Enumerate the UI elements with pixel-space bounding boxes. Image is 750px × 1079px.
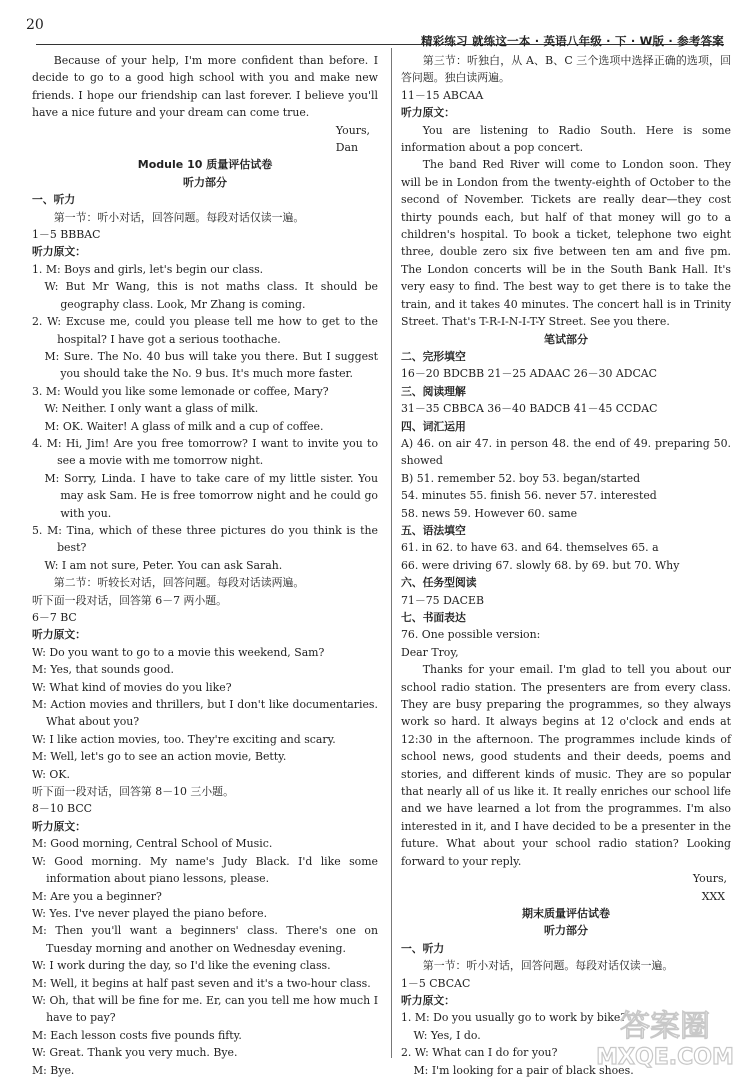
dialogue-line: M: Yes, that sounds good. (32, 663, 174, 677)
dialogue-line: W: Great. Thank you very much. Bye. (32, 1046, 238, 1060)
dialogue-line: W: Good morning. My name's Judy Black. I'd like some information about piano lessons, please. (32, 854, 378, 886)
final-exam-title: 期末质量评估试卷 (522, 906, 610, 920)
dialogue-line: 5. M: Tina, which of these three pictures do you think is the best? (32, 523, 378, 555)
dialogue-line: M: Action movies and thrillers, but I don't like documentaries. What about you? (32, 698, 378, 729)
column-divider (391, 48, 392, 1058)
header-title: 精彩练习 就练这一本 · 英语八年级 · 下 · W版 · 参考答案 (421, 34, 724, 48)
dialogue-line: W: I work during the day, so I'd like the evening class. (32, 959, 331, 973)
answers-8-10: 8－10 BCC (32, 802, 93, 816)
monologue-paragraph: You are listening to Radio South. Here is some information about a pop concert. (401, 123, 731, 155)
essay-signer: XXX (701, 889, 725, 903)
final-section-listening: 一、听力 (401, 941, 445, 955)
dialogue-line: M: Are you a beginner? (32, 889, 162, 903)
dialogue-line: M: Well, it begins at half past seven and it's a two-hour class. (32, 976, 371, 990)
cloze-answers: 16－20 BDCBB 21－25 ADAAC 26－30 ADCAC (401, 367, 657, 381)
writing-version-label: 76. One possible version: (401, 628, 541, 642)
final-listening-part-heading: 听力部分 (544, 924, 588, 938)
listening-part-heading: 听力部分 (183, 175, 227, 189)
section-reading: 三、阅读理解 (401, 384, 466, 398)
dialogue-line: 2. W: What can I do for you? (401, 1046, 558, 1060)
essay-body: Thanks for your email. I'm glad to tell you about our school radio station. The presenters are from every class. They are busy preparing the programmes, so they always work so hard. It always begins at 12 o'clock and ends at 12:30 in the afternoon. The programmes include kinds of school news, good students and their deeds, poems and stories, and different kinds of music. They are so popular that nearly all of us like it. It really enriches our school life and we have learned a lot from the programmes. I'm also interested in it, and I have decided to be a presenter in the future. What about your school radio station? Looking forward to your reply. (401, 663, 731, 868)
answers-6-7: 6－7 BC (32, 611, 77, 624)
dialogue-line: 1. M: Boys and girls, let's begin our class. (32, 262, 264, 276)
questions-8-10-intro: 听下面一段对话，回答第 8－10 三小题。 (32, 785, 234, 799)
section-vocabulary: 四、词汇运用 (401, 419, 466, 433)
dialogue-line: W: Yes, I do. (413, 1028, 481, 1042)
dialogue-line: W: I am not sure, Peter. You can ask Sarah. (44, 558, 283, 572)
watermark-url: MXQE.COM (596, 1045, 734, 1070)
dialogue-line: 2. W: Excuse me, could you please tell me how to get to the hospital? I have got a serious toothache. (32, 315, 378, 346)
vocabulary-answers-a: A) 46. on air 47. in person 48. the end of 49. preparing 50. showed (401, 436, 731, 468)
dialogue-line: 1. M: Do you usually go to work by bike? (401, 1011, 627, 1025)
transcript-label: 听力原文： (401, 106, 455, 120)
dialogue-line: W: I like action movies, too. They're exciting and scary. (32, 732, 336, 746)
dialogue-line: M: Then you'll want a beginners' class. There's one on Tuesday morning and another on Wednesday evening. (32, 924, 378, 955)
written-part-heading: 笔试部分 (544, 332, 588, 346)
answers-11-15: 11－15 ABCAA (401, 88, 484, 102)
watermark-logo (590, 1002, 740, 1072)
dialogue-line: W: But Mr Wang, this is not maths class. It should be geography class. Look, Mr Zhang is coming. (44, 280, 378, 311)
dialogue-line: M: Good morning, Central School of Music. (32, 837, 273, 851)
transcript-label: 听力原文： (32, 245, 86, 259)
vocabulary-answers-b: 54. minutes 55. finish 56. never 57. interested (401, 489, 657, 503)
right-column (401, 52, 731, 1079)
final-answers-1-5: 1－5 CBCAC (401, 976, 471, 990)
reading-answers: 31－35 CBBCA 36－40 BADCB 41－45 CCDAC (401, 402, 658, 416)
dialogue-line: M: I'm looking for a pair of black shoes. (413, 1063, 634, 1077)
transcript-label: 听力原文： (401, 993, 455, 1007)
dialogue-line: 4. M: Hi, Jim! Are you free tomorrow? I want to invite you to see a movie with me tomorrow night. (32, 436, 378, 468)
section2-instruction: 第二节：听较长对话，回答问题。每段对话读两遍。 (53, 576, 305, 590)
monologue-paragraph: The band Red River will come to London soon. They will be in London from the twenty-eighth of October to the second of November. Tickets are really dear—they cost thirty pounds each, but half of that money will go to a children's hospital. To book a ticket, telephone two eight three, double zero six five between ten am and five pm. The London concerts will be in the South Bank Hall. It's very easy to find. The best way to get there is to take the train, and it takes 40 minutes. The concert hall is in Trinity Street. That's T-R-I-N-I-T-Y Street. See you there. (401, 158, 731, 329)
dialogue-line: M: Sure. The No. 40 bus will take you there. But I suggest you should take the No. 9 bus. It's much more faster. (44, 349, 378, 381)
left-column (32, 52, 378, 1079)
dialogue-line: M: OK. Waiter! A glass of milk and a cup of coffee. (44, 419, 324, 433)
transcript-label: 听力原文： (32, 819, 86, 833)
letter-yours: Yours, (335, 123, 370, 137)
page-number: 20 (26, 17, 44, 33)
section-cloze: 二、完形填空 (401, 349, 466, 363)
vocabulary-answers-b: 58. news 59. However 60. same (401, 506, 578, 520)
grammar-answers: 66. were driving 67. slowly 68. by 69. but 70. Why (401, 558, 680, 572)
grammar-answers: 61. in 62. to have 63. and 64. themselves 65. a (401, 541, 659, 555)
dialogue-line: W: What kind of movies do you like? (32, 680, 232, 694)
section3-instruction: 第三节：听独白，从 A、B、C 三个选项中选择正确的选项，回答问题。独白读两遍。 (401, 54, 731, 85)
dialogue-line: M: Sorry, Linda. I have to take care of my little sister. You may ask Sam. He is free tomorrow night and he could go with you. (44, 471, 378, 520)
dialogue-line: W: Yes. I've never played the piano before. (32, 906, 268, 920)
vocabulary-answers-b: B) 51. remember 52. boy 53. began/started (401, 471, 641, 485)
section-writing: 七、书面表达 (401, 611, 466, 624)
dialogue-line: M: Each lesson costs five pounds fifty. (32, 1028, 242, 1042)
section1-instruction: 第一节：听小对话，回答问题。每段对话仅读一遍。 (53, 210, 305, 224)
essay-salutation: Dear Troy, (401, 645, 459, 659)
dialogue-line: W: OK. (32, 767, 70, 781)
section-grammar: 五、语法填空 (401, 523, 466, 537)
dialogue-line: W: Do you want to go to a movie this weekend, Sam? (32, 645, 325, 659)
letter-closing-paragraph: Because of your help, I'm more confident than before. I decide to go to a good high school with you and make new friends. I hope our friendship can last forever. I believe you'll have a nice future and your dream can come true. (32, 54, 378, 120)
questions-6-7-intro: 听下面一段对话，回答第 6－7 两小题。 (32, 593, 228, 607)
dialogue-line: W: Neither. I only want a glass of milk. (44, 402, 259, 416)
answers-1-5: 1－5 BBBAC (32, 228, 101, 242)
transcript-label: 听力原文： (32, 628, 86, 642)
letter-signer: Dan (335, 141, 358, 155)
task-reading-answers: 71－75 DACEB (401, 593, 484, 607)
essay-yours: Yours, (692, 872, 727, 886)
final-section1-instruction: 第一节：听小对话，回答问题。每段对话仅读一遍。 (422, 959, 674, 973)
dialogue-line: M: Well, let's go to see an action movie, Betty. (32, 750, 287, 764)
dialogue-line: M: Bye. (32, 1063, 75, 1077)
dialogue-line: W: Oh, that will be fine for me. Er, can you tell me how much I have to pay? (32, 993, 378, 1025)
dialogue-line: 3. M: Would you like some lemonade or coffee, Mary? (32, 384, 329, 398)
module-title: Module 10 质量评估试卷 (137, 158, 273, 172)
section-listening: 一、听力 (32, 193, 76, 207)
section-task-reading: 六、任务型阅读 (401, 576, 477, 590)
watermark-text: 答案圈 (620, 1009, 710, 1044)
